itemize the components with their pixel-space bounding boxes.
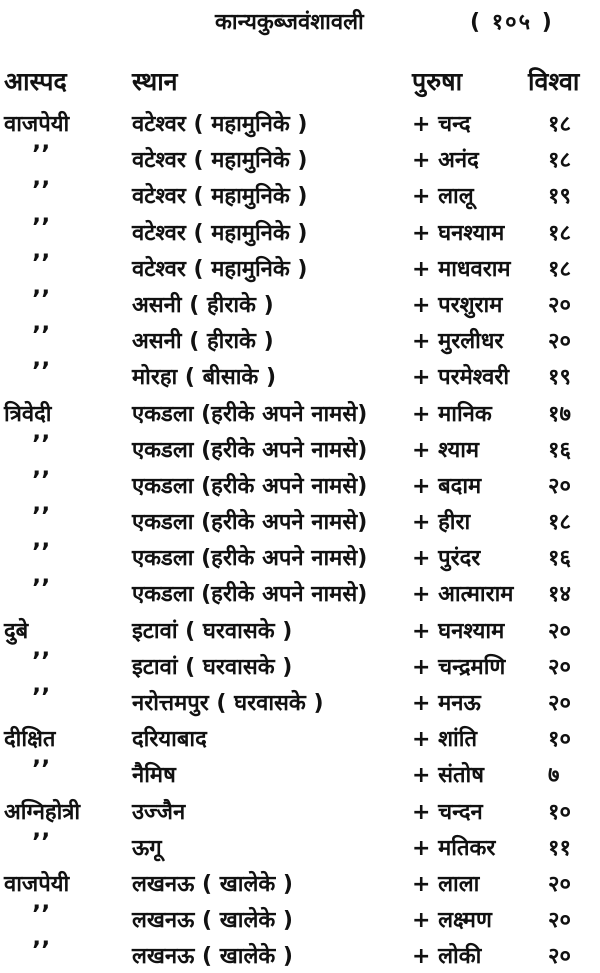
cell-purush: + घनश्याम [412, 618, 505, 644]
cell-vishwa: १० [548, 727, 571, 753]
table-row [0, 430, 600, 466]
cell-sthan: दरियाबाद [132, 727, 207, 753]
cell-sthan: वटेश्वर ( महामुनिके ) [132, 220, 308, 246]
cell-purush: + श्याम [412, 437, 480, 463]
cell-aspad: ’’ [32, 140, 51, 169]
cell-sthan: एकडला (हरीके अपने नामसे) [132, 510, 368, 536]
cell-vishwa: ११ [548, 835, 571, 861]
cell-vishwa: २० [548, 871, 571, 897]
cell-purush: + पुरंदर [412, 546, 481, 572]
table-row [0, 574, 600, 610]
cell-vishwa: १८ [548, 256, 571, 282]
table-row [0, 249, 600, 285]
cell-purush: + चन्द [412, 112, 471, 137]
cell-aspad: ’’ [32, 176, 51, 205]
table-row [0, 936, 600, 972]
column-header-purush: पुरुषा [412, 67, 463, 96]
cell-aspad: दीक्षित [4, 727, 56, 753]
cell-purush: + बदाम [412, 473, 482, 499]
cell-vishwa: १९ [548, 365, 571, 391]
cell-purush: + संतोष [412, 763, 484, 789]
cell-aspad: ’’ [32, 755, 51, 784]
cell-sthan: एकडला (हरीके अपने नामसे) [132, 401, 368, 427]
cell-aspad: वाजपेयी [4, 112, 70, 137]
cell-purush: + मानिक [412, 401, 492, 427]
table-row [0, 864, 600, 900]
cell-vishwa: २० [548, 473, 571, 499]
cell-aspad: ’’ [32, 646, 51, 675]
cell-aspad: दुबे [4, 618, 29, 644]
cell-vishwa: १० [548, 799, 571, 825]
cell-aspad: ’’ [32, 574, 51, 603]
table-row [0, 357, 600, 393]
cell-vishwa: ७ [548, 763, 560, 789]
table-row [0, 104, 600, 140]
table-row [0, 176, 600, 212]
cell-purush: + मुरलीधर [412, 329, 504, 355]
cell-sthan: इटावां ( घरवासके ) [132, 618, 293, 644]
cell-vishwa: २० [548, 908, 571, 934]
cell-aspad: ’’ [32, 936, 51, 965]
table-row [0, 719, 600, 755]
page-header-title: कान्यकुब्जवंशावली [215, 10, 364, 35]
table-row [0, 755, 600, 791]
cell-sthan: नरोत्तमपुर ( घरवासके ) [132, 691, 324, 716]
cell-sthan: लखनऊ ( खालेके ) [132, 908, 293, 934]
cell-vishwa: २० [548, 691, 571, 716]
cell-vishwa: २० [548, 329, 571, 355]
cell-sthan: एकडला (हरीके अपने नामसे) [132, 437, 368, 463]
cell-aspad: ’’ [32, 827, 51, 856]
table-row [0, 394, 600, 430]
cell-purush: + अनंद [412, 148, 479, 174]
cell-purush: + परशुराम [412, 292, 503, 318]
cell-sthan: इटावां ( घरवासके ) [132, 654, 293, 680]
cell-aspad: वाजपेयी [4, 871, 70, 897]
table-row [0, 466, 600, 502]
cell-sthan: वटेश्वर ( महामुनिके ) [132, 148, 308, 174]
cell-aspad: त्रिवेदी [4, 401, 52, 427]
cell-vishwa: २० [548, 292, 571, 318]
cell-vishwa: १९ [548, 184, 571, 210]
cell-purush: + लोकी [412, 944, 482, 970]
cell-sthan: वटेश्वर ( महामुनिके ) [132, 256, 308, 282]
cell-sthan: लखनऊ ( खालेके ) [132, 871, 293, 897]
genealogy-table [0, 104, 600, 973]
cell-sthan: उज्जैन [132, 799, 186, 825]
cell-aspad: ’’ [32, 248, 51, 277]
column-header-sthan: स्थान [132, 67, 178, 96]
cell-aspad: ’’ [32, 357, 51, 386]
cell-purush: + परमेश्वरी [412, 365, 510, 391]
column-header-vishwa: विश्वा [528, 67, 580, 96]
cell-purush: + मनऊ [412, 691, 481, 716]
table-row [0, 683, 600, 719]
cell-aspad: ’’ [32, 212, 51, 241]
cell-sthan: वटेश्वर ( महामुनिके ) [132, 112, 308, 137]
table-row [0, 792, 600, 828]
table-row [0, 321, 600, 357]
table-row [0, 647, 600, 683]
cell-sthan: मोरहा ( बीसाके ) [132, 365, 277, 391]
table-row [0, 140, 600, 176]
table-row [0, 611, 600, 647]
cell-sthan: एकडला (हरीके अपने नामसे) [132, 546, 368, 572]
cell-aspad: ’’ [32, 538, 51, 567]
cell-vishwa: १८ [548, 510, 571, 536]
cell-vishwa: १६ [548, 437, 571, 463]
cell-sthan: वटेश्वर ( महामुनिके ) [132, 184, 308, 210]
cell-purush: + लाला [412, 871, 480, 897]
cell-aspad: ’’ [32, 321, 51, 350]
table-row [0, 538, 600, 574]
table-row [0, 502, 600, 538]
cell-aspad: ’’ [32, 465, 51, 494]
table-row [0, 828, 600, 864]
cell-purush: + चन्द्रमणि [412, 654, 506, 680]
table-row [0, 285, 600, 321]
cell-sthan: लखनऊ ( खालेके ) [132, 944, 293, 970]
cell-purush: + लक्ष्मण [412, 908, 492, 934]
cell-purush: + माधवराम [412, 256, 511, 282]
cell-aspad: ’’ [32, 502, 51, 531]
cell-aspad: ’’ [32, 284, 51, 313]
cell-sthan: ऊगू [132, 835, 162, 861]
cell-vishwa: १८ [548, 148, 571, 174]
cell-purush: + चन्दन [412, 799, 483, 825]
page-number: ( १०५ ) [470, 10, 554, 35]
cell-sthan: एकडला (हरीके अपने नामसे) [132, 582, 368, 608]
cell-aspad: ’’ [32, 429, 51, 458]
cell-sthan: असनी ( हीराके ) [132, 329, 274, 355]
cell-aspad: ’’ [32, 900, 51, 929]
cell-purush: + शांति [412, 727, 477, 753]
table-row [0, 213, 600, 249]
cell-purush: + हीरा [412, 510, 471, 536]
cell-purush: + घनश्याम [412, 220, 505, 246]
cell-vishwa: २० [548, 944, 571, 970]
cell-vishwa: १६ [548, 546, 571, 572]
cell-vishwa: १८ [548, 220, 571, 246]
cell-purush: + आत्माराम [412, 582, 514, 608]
cell-aspad: अग्निहोत्री [4, 799, 81, 825]
cell-sthan: असनी ( हीराके ) [132, 292, 274, 318]
cell-vishwa: १४ [548, 582, 571, 608]
cell-purush: + मतिकर [412, 835, 496, 861]
cell-purush: + लालू [412, 184, 474, 210]
cell-vishwa: १८ [548, 112, 571, 137]
cell-vishwa: २० [548, 654, 571, 680]
cell-aspad: ’’ [32, 683, 51, 711]
table-row [0, 900, 600, 936]
cell-sthan: नैमिष [132, 763, 176, 789]
cell-vishwa: १७ [548, 401, 571, 427]
column-header-aspad: आस्पद [4, 67, 67, 96]
cell-vishwa: २० [548, 618, 571, 644]
cell-sthan: एकडला (हरीके अपने नामसे) [132, 473, 368, 499]
